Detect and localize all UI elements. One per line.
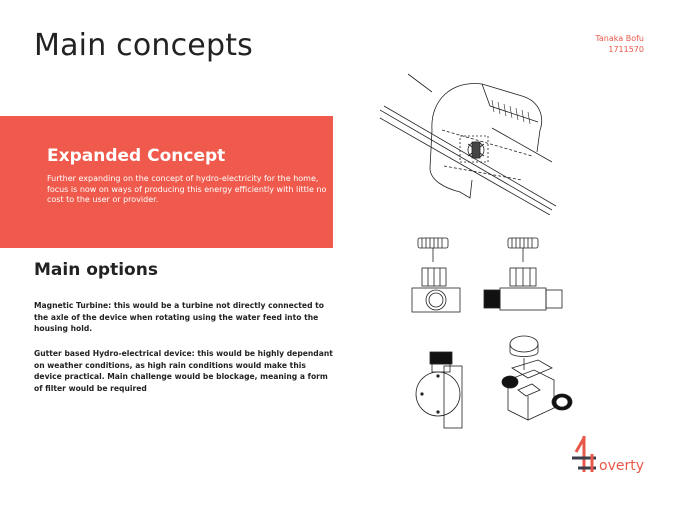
options-title: Main options: [34, 260, 158, 280]
turbine-isometric-view: [488, 330, 584, 430]
turbine-top-view: [402, 350, 474, 430]
turbine-side-view: [408, 232, 468, 314]
logo-mark-icon: [570, 434, 600, 474]
page-title: Main concepts: [34, 28, 254, 63]
option-gutter-device: Gutter based Hydro-electrical device: this would be highly dependant on weather conditions, as high rain conditions would make this device practical. Main challenge would be blockage, meaning a form of filter would be required: [34, 349, 333, 393]
turbine-front-view: [480, 232, 566, 314]
gutter-device-drawing: [372, 70, 562, 215]
author-block: [595, 33, 644, 55]
concept-text: Further expanding on the concept of hydro-electricity for the home, focus is now on ways of producing this energy efficiently with little no cost to the user or provider.: [47, 174, 327, 204]
logo-text: overty: [599, 458, 644, 474]
option-magnetic-turbine: Magnetic Turbine: this would be a turbine not directly connected to the axle of the device when rotating using the water feed into the housing hold.: [34, 301, 325, 333]
author-id: 1711570: [608, 45, 644, 54]
author-name: Tanaka Bofu: [595, 34, 644, 43]
concept-title: Expanded Concept: [47, 146, 226, 166]
